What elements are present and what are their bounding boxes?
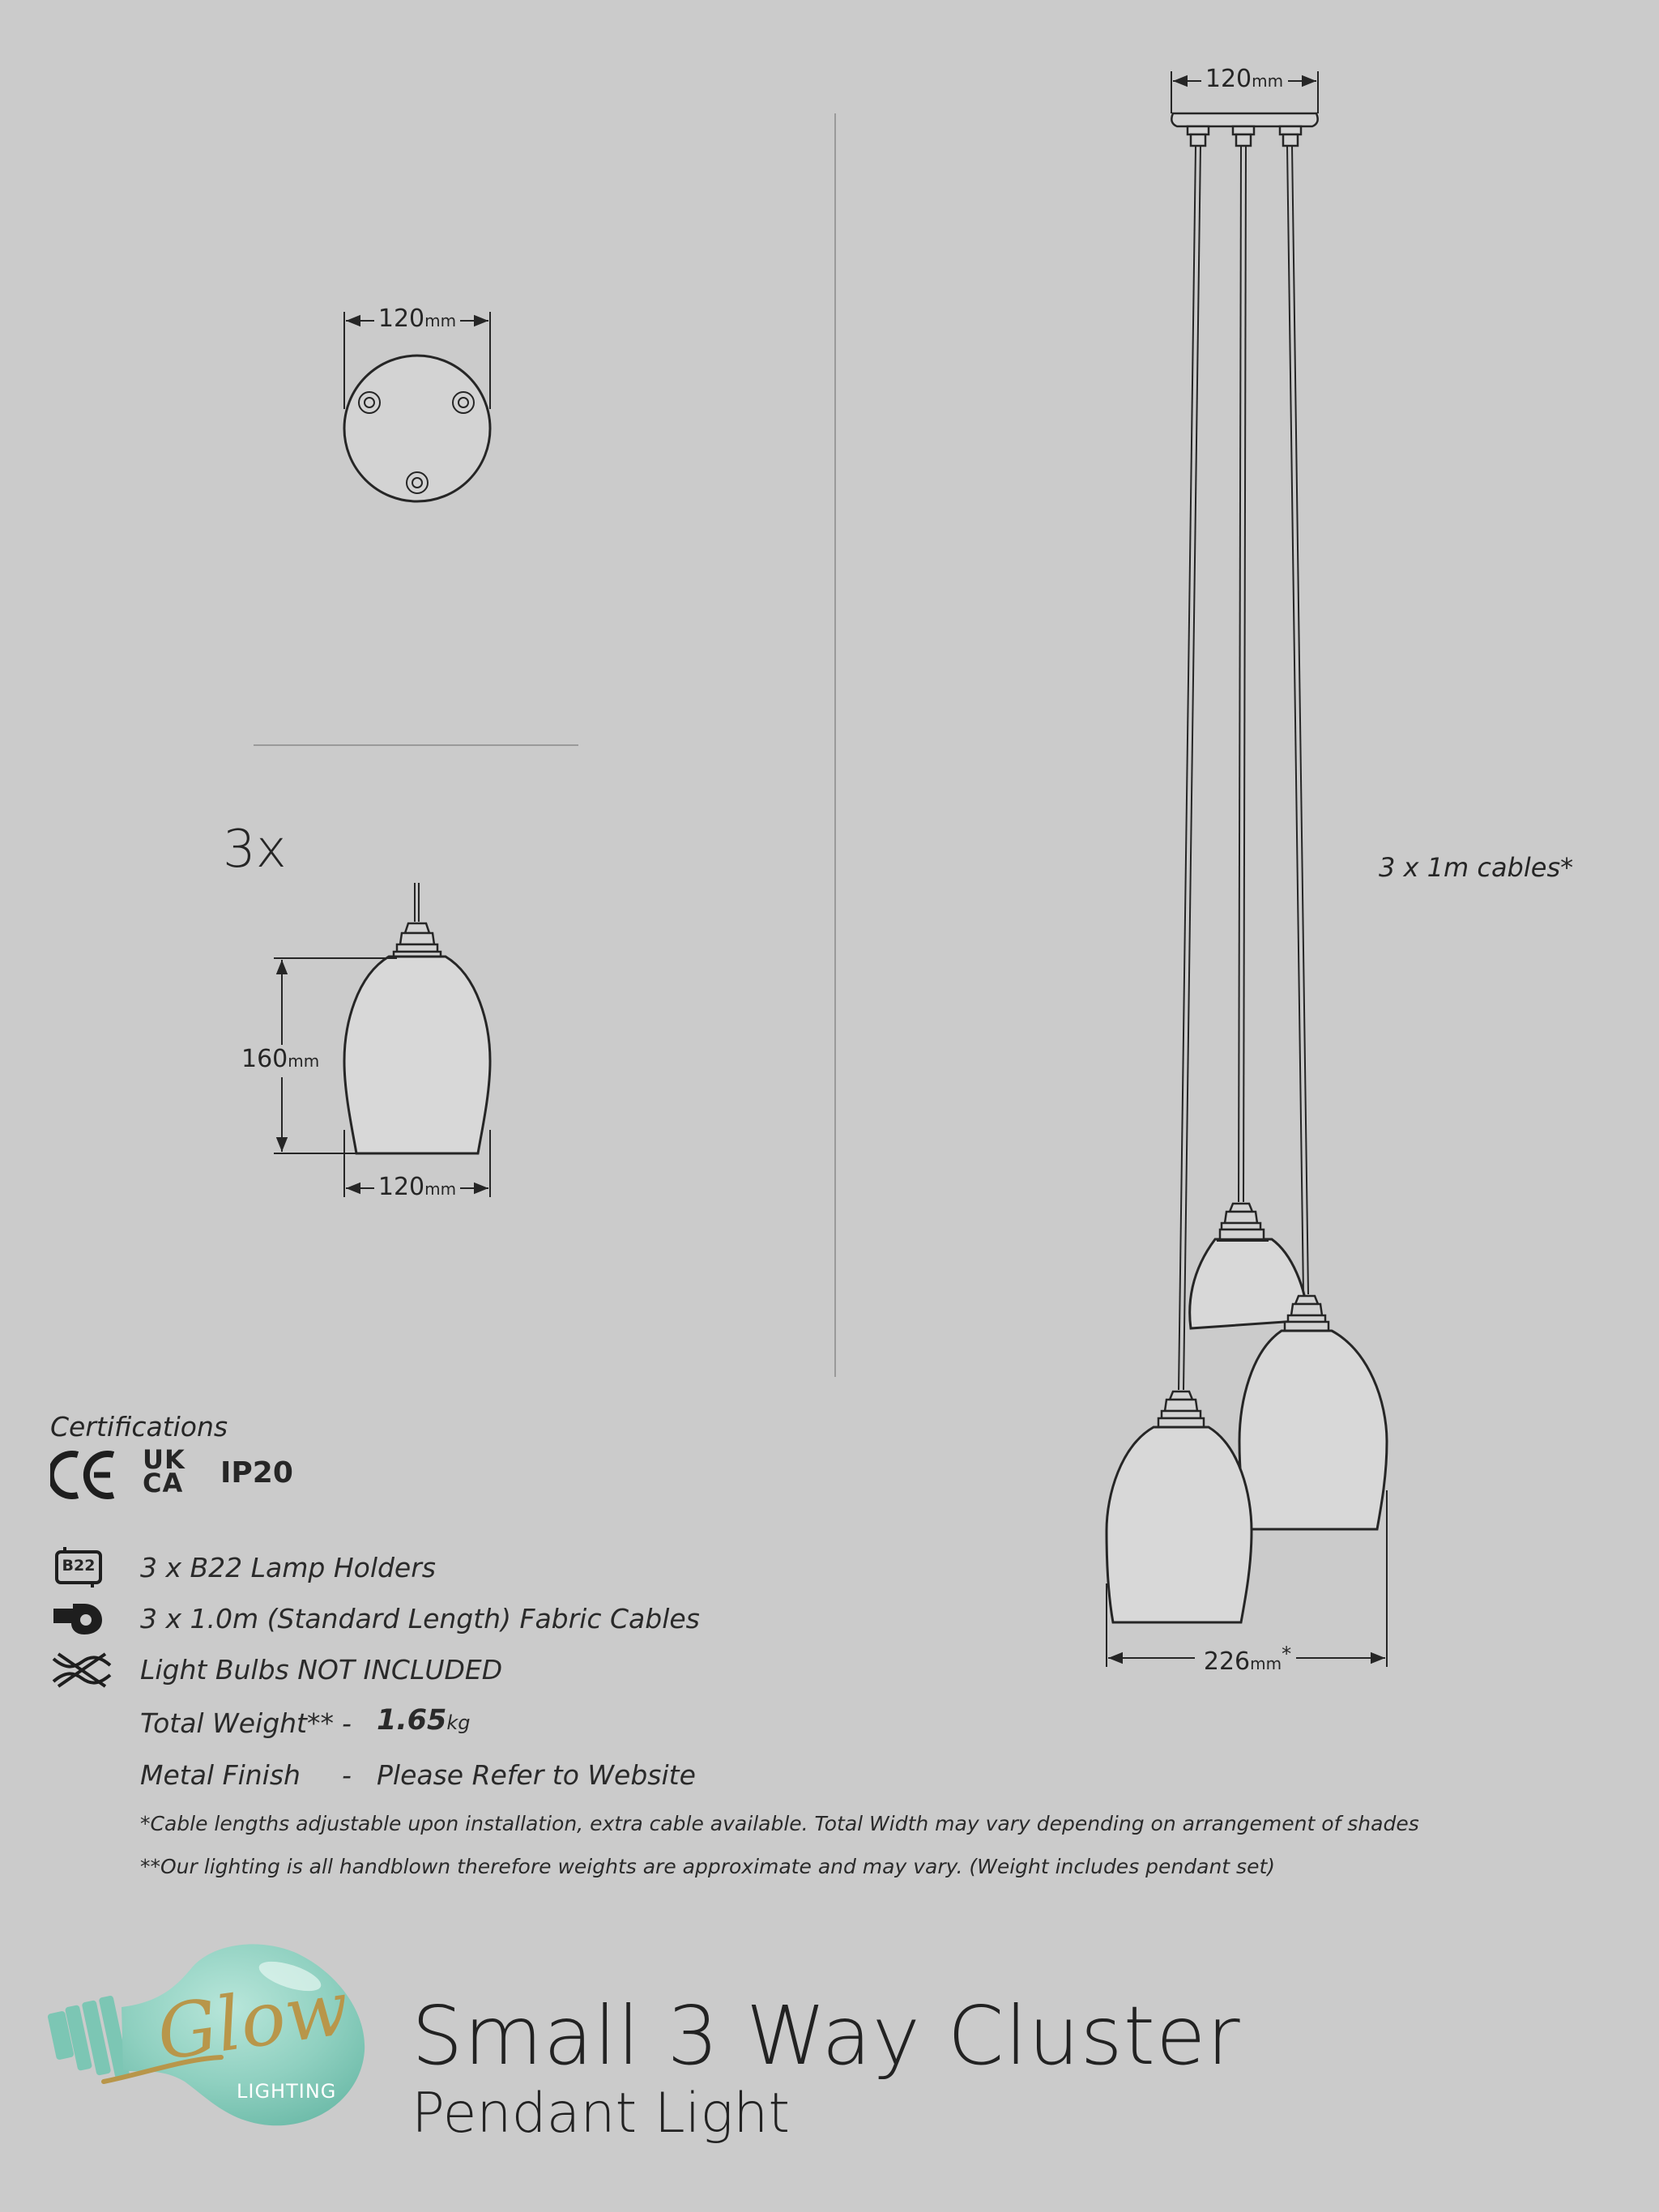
footnote-cable-lengths: *Cable lengths adjustable upon installation, extra cable available. Total Width may vary depending on arrangement of shades <box>140 1812 1419 1835</box>
weight-sep: - <box>342 1707 352 1739</box>
rose-width-label: 120mm <box>377 305 457 333</box>
product-title: Small 3 Way Cluster <box>412 1988 1241 2083</box>
spec-fabric-cables: 3 x 1.0m (Standard Length) Fabric Cables <box>140 1603 700 1634</box>
ip20-mark: IP20 <box>220 1456 293 1490</box>
certifications-heading: Certifications <box>50 1411 228 1443</box>
ce-mark-icon <box>50 1450 118 1500</box>
finish-sep: - <box>342 1759 352 1791</box>
lightbulb-logo-icon <box>47 1937 379 2132</box>
ukca-mark: UK CA <box>143 1444 186 1498</box>
pendant-width-label: 120mm <box>377 1173 457 1201</box>
cable-icon <box>52 1600 105 1638</box>
finish-value: Please Refer to Website <box>377 1759 696 1791</box>
svg-text:LIGHTING: LIGHTING <box>237 2080 337 2103</box>
no-bulb-icon <box>50 1651 113 1690</box>
weight-value: 1.65kg <box>377 1704 471 1737</box>
footnote-handblown: **Our lighting is all handblown therefore weights are approximate and may vary. (Weight includes pendant set) <box>140 1855 1276 1878</box>
pendant-height-label: 160mm <box>241 1045 320 1073</box>
cluster-total-width-label: 226mm* <box>1203 1643 1292 1676</box>
b22-icon: B22 <box>53 1547 104 1588</box>
weight-label: Total Weight** <box>140 1707 334 1739</box>
spec-bulbs-not-included: Light Bulbs NOT INCLUDED <box>140 1654 503 1686</box>
cables-label: 3 x 1m cables* <box>1379 852 1574 883</box>
cluster-drawing <box>1107 71 1387 1667</box>
cluster-shade-middle <box>1190 1204 1308 1328</box>
pendant-count-label: 3x <box>223 820 287 880</box>
finish-label: Metal Finish <box>140 1759 301 1791</box>
ceiling-rose-top-view <box>344 312 490 501</box>
glow-lighting-logo <box>47 1937 379 2132</box>
svg-text:Glow: Glow <box>151 1964 355 2078</box>
cluster-shade-left <box>1107 1392 1252 1622</box>
cluster-top-width-label: 120mm <box>1205 65 1284 93</box>
cluster-shade-right <box>1239 1296 1387 1529</box>
pendant-detail-drawing <box>274 883 490 1197</box>
product-subtitle: Pendant Light <box>412 2082 791 2146</box>
ce-mark <box>50 1450 118 1500</box>
spec-lamp-holders: 3 x B22 Lamp Holders <box>140 1552 436 1583</box>
